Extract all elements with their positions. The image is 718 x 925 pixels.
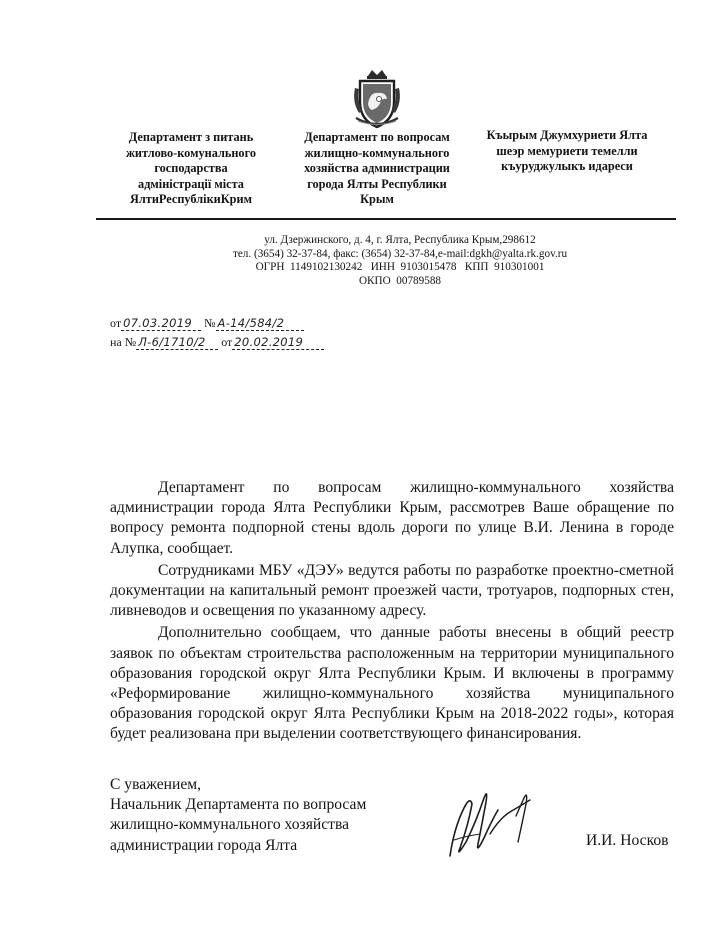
- okpo-line: ОКПО 00789588: [358, 274, 442, 287]
- header-left-line: ЯлтиРеспублікиКрим: [130, 192, 252, 206]
- header-russian-title: [284, 130, 470, 208]
- handwritten-signature: [420, 778, 550, 866]
- header-right-line: къуруджулыкъ идареси: [501, 159, 633, 173]
- from-date: 07.03.2019: [121, 316, 201, 331]
- header-divider: [96, 218, 676, 220]
- signer-position-line: администрации города Ялта: [110, 836, 298, 854]
- signer-position-line: Начальник Департамента по вопросам: [110, 796, 367, 814]
- header-left-line: адміністрації міста: [138, 176, 244, 191]
- incoming-reference: [110, 335, 324, 350]
- body-paragraph: Сотрудниками МБУ «ДЭУ» ведутся работы по разработке проектно-сметной документации на капитальный ремонт проезжей части, тротуаров, подпорных стен, ливневодов и освещения по указанному адресу.: [110, 561, 674, 620]
- header-right-line: шеэр мемуриети темелли: [496, 143, 638, 158]
- crimea-coat-of-arms-icon: [346, 68, 408, 130]
- header-left-line: Департамент з питань: [128, 130, 254, 144]
- header-right-line: Къырым Джумхуриети Ялта: [486, 128, 648, 142]
- incoming-number: Л-6/1710/2: [136, 335, 218, 350]
- contacts-line: тел. (3654) 32-37-84, факс: (3654) 32-37-84,e-mail:dgkh@yalta.rk.gov.ru: [232, 247, 568, 260]
- address-line: ул. Дзержинского, д. 4, г. Ялта, Республика Крым,298612: [264, 234, 536, 246]
- closing-block: [110, 775, 440, 856]
- body-paragraph: Департамент по вопросам жилищно-коммунального хозяйства администрации города Ялта Республики Крым, рассмотрев Ваше обращение по вопросу ремонта подпорной стены вдоль дороги по улице В.И. Ленина в городе Алупка, сообщает.: [110, 479, 674, 557]
- header-crimean-tatar-title: [478, 128, 656, 175]
- header-left-line: житлово-комунального: [125, 145, 257, 160]
- letter-body: [110, 478, 674, 745]
- signer-position-line: жилищно-коммунального хозяйства: [110, 816, 350, 834]
- header-center-line: Департамент по вопросам: [304, 130, 450, 144]
- signer-name: И.И. Носков: [586, 832, 669, 849]
- header-center-line: хозяйства администрации: [304, 161, 450, 175]
- header-center-line: Крым: [360, 192, 394, 206]
- body-paragraph: Дополнительно сообщаем, что данные работы внесены в общий реестр заявок по объектам строительства расположенным на территории муниципального образования городской округ Ялта Республики Крым. И включены в программу «Реформирование жилищно-коммунального хозяйства муниципального образования городской округ Ялта Республики Крым на 2018-2022 годы», которая будет реализована при выделении соответствующего финансирования.: [110, 624, 674, 743]
- outgoing-number: А-14/584/2: [216, 316, 304, 331]
- in-reply-from-label: от: [221, 335, 233, 349]
- header-center-line: города Ялты Республики: [307, 176, 447, 191]
- outgoing-reference: [110, 316, 304, 331]
- incoming-date: 20.02.2019: [232, 335, 324, 350]
- number-label: №: [204, 316, 216, 330]
- from-label: от: [110, 316, 122, 330]
- closing-greeting: С уважением,: [110, 776, 202, 793]
- registration-numbers-line: ОГРН 1149102130242 ИНН 9103015478 КПП 910301001: [255, 261, 545, 274]
- header-left-line: господарства: [154, 161, 228, 175]
- in-reply-label: на №: [110, 335, 137, 349]
- header-ukrainian-title: [98, 130, 284, 208]
- header-center-line: жилищно-коммунального: [304, 145, 450, 160]
- organization-requisites: [180, 234, 620, 288]
